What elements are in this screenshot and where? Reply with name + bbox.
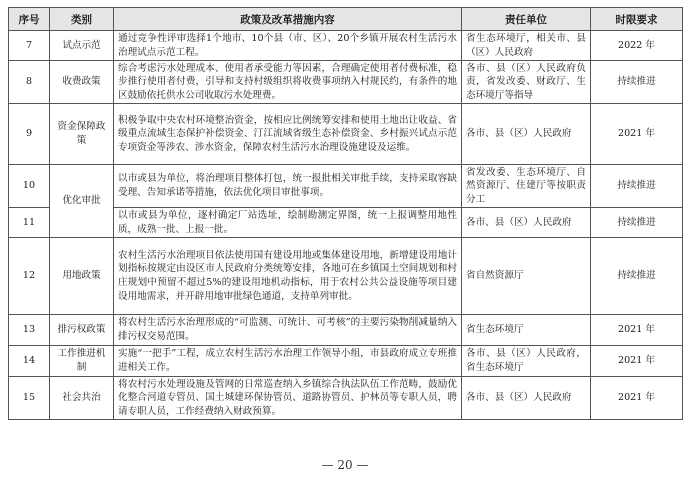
row-index: 8 [9, 61, 50, 104]
row-deadline: 2021 年 [591, 346, 683, 377]
row-unit: 各市、县（区）人民政府 [462, 208, 591, 238]
row-deadline: 持续推进 [591, 61, 683, 104]
row-category: 工作推进机制 [50, 346, 114, 377]
row-category-merged: 优化审批 [50, 165, 114, 238]
row-deadline: 持续推进 [591, 208, 683, 238]
table-row [9, 165, 683, 208]
row-category: 收费政策 [50, 61, 114, 104]
row-deadline: 2022 年 [591, 31, 683, 61]
row-unit: 省自然资源厅 [462, 238, 591, 315]
row-content: 通过竞争性评审选择1个地市、10个县（市、区）、20个乡镇开展农村生活污水治理试点示范工程。 [114, 31, 462, 61]
header-index: 序号 [9, 8, 50, 31]
row-unit: 省生态环境厅，相关市、县（区）人民政府 [462, 31, 591, 61]
row-unit: 各市、县（区）人民政府，省生态环境厅 [462, 346, 591, 377]
row-index: 12 [9, 238, 50, 315]
row-index: 9 [9, 104, 50, 165]
row-category: 资金保障政策 [50, 104, 114, 165]
row-category: 社会共治 [50, 377, 114, 420]
row-deadline: 2021 年 [591, 377, 683, 420]
header-content: 政策及改革措施内容 [114, 8, 462, 31]
table-row [9, 31, 683, 61]
table-row [9, 238, 683, 315]
table-row [9, 377, 683, 420]
row-content: 将农村生活污水治理形成的“可监测、可统计、可考核”的主要污染物削减量纳入排污权交易范围。 [114, 315, 462, 346]
row-content: 综合考虑污水处理成本、使用者承受能力等因素，合理确定使用者付费标准，稳步推行使用者付费，引导和支持村级组织将收费事项纳入村规民约，有条件的地区鼓励依托供水公司收取污水处理费。 [114, 61, 462, 104]
row-deadline: 2021 年 [591, 104, 683, 165]
row-content: 积极争取中央农村环境整治资金，按相应比例统筹安排和使用土地出让收益、省级重点流域生态保护补偿资金、汀江流域省级生态补偿资金、乡村振兴试点示范专项资金等涉农、涉水资金，保障农村生活污水治理设施建设及运维。 [114, 104, 462, 165]
row-index: 13 [9, 315, 50, 346]
table-row [9, 315, 683, 346]
table-header-row [9, 8, 683, 31]
policy-table-container [8, 7, 682, 420]
row-unit: 各市、县（区）人民政府 [462, 104, 591, 165]
row-content: 以市或县为单位，将治理项目整体打包，统一报批相关审批手续，支持采取容缺受理、告知承诺等措施，依法优化项目审批事项。 [114, 165, 462, 208]
row-index: 7 [9, 31, 50, 61]
header-unit: 责任单位 [462, 8, 591, 31]
row-deadline: 2021 年 [591, 315, 683, 346]
row-unit: 各市、县（区）人民政府负责，省发改委、财政厅、生态环境厅等指导 [462, 61, 591, 104]
row-content: 将农村污水处理设施及管网的日常巡查纳入乡镇综合执法队伍工作范畴，鼓励优化整合河道专管员、国土城建环保协管员、道路协管员、护林员等专职人员，聘请专职人员，工作经费纳入财政预算。 [114, 377, 462, 420]
table-row [9, 61, 683, 104]
row-index: 15 [9, 377, 50, 420]
row-content: 农村生活污水治理项目依法使用国有建设用地或集体建设用地，新增建设用地计划指标按规定由设区市人民政府分类统筹安排，各地可在乡镇国土空间规划和村庄规划中预留不超过5%的建设用地机动指标，用于农村公共公益设施等项目建设用地需求，并开辟用地审批绿色通道，支持单列审批。 [114, 238, 462, 315]
row-category: 排污权政策 [50, 315, 114, 346]
row-category: 试点示范 [50, 31, 114, 61]
row-index: 14 [9, 346, 50, 377]
policy-table [8, 7, 683, 420]
row-unit: 省生态环境厅 [462, 315, 591, 346]
row-index: 11 [9, 208, 50, 238]
row-unit: 各市、县（区）人民政府 [462, 377, 591, 420]
row-content: 实施“一把手”工程，成立农村生活污水治理工作领导小组，市县政府成立专班推进相关工作。 [114, 346, 462, 377]
row-deadline: 持续推进 [591, 165, 683, 208]
row-deadline: 持续推进 [591, 238, 683, 315]
table-row [9, 346, 683, 377]
header-deadline: 时限要求 [591, 8, 683, 31]
table-row [9, 104, 683, 165]
row-index: 10 [9, 165, 50, 208]
row-content: 以市或县为单位，逐村确定厂站选址，绘制勘测定界图，统一上报调整用地性质，成熟一批、上报一批。 [114, 208, 462, 238]
header-category: 类别 [50, 8, 114, 31]
page-number: — 20 — [321, 458, 369, 472]
row-category: 用地政策 [50, 238, 114, 315]
row-unit: 省发改委、生态环境厅、自然资源厅、住建厅等按职责分工 [462, 165, 591, 208]
